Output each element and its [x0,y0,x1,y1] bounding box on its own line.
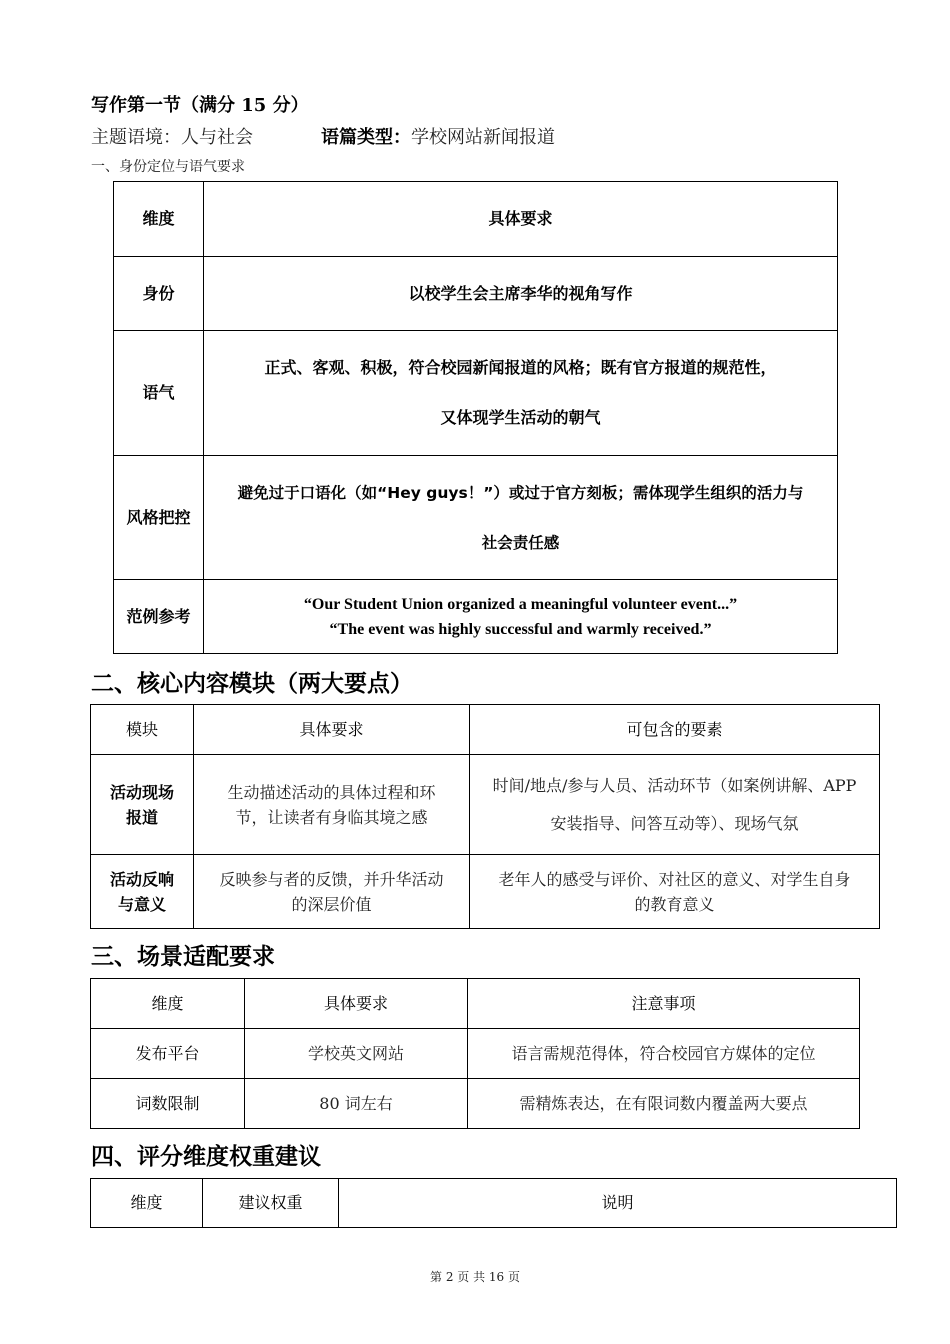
requirement-cell: 学校英文网站 [245,1029,468,1079]
genre-value: 学校网站新闻报道 [411,127,555,148]
table-row [114,257,838,331]
dimension-cell: 发布平台 [91,1029,245,1079]
genre-line [321,123,555,149]
requirement-line: 社会责任感 [481,533,560,552]
section-title: 写作第一节（满分 15 分） [91,95,309,116]
header-cell: 具体要求 [204,182,838,257]
requirement-line: 反映参与者的反馈，并升华活动 [219,869,444,889]
elements-cell [470,855,880,929]
requirement-cell [204,580,838,654]
part2-title: 二、核心内容模块（两大要点） [91,671,413,697]
part1-title: 一、身份定位与语气要求 [91,159,245,175]
dimension-cell: 语气 [114,331,204,456]
requirement-line: 又体现学生活动的朝气 [440,408,601,427]
header-cell: 建议权重 [203,1179,339,1228]
table-row [91,1179,897,1228]
table-row [114,182,838,257]
table-row [91,1079,860,1129]
header-cell: 维度 [91,979,245,1029]
part3-title: 三、场景适配要求 [91,944,275,970]
requirement-line: 生动描述活动的具体过程和环 [227,782,436,802]
elements-line: 老年人的感受与评价、对社区的意义、对学生自身 [498,869,851,889]
requirement-cell [194,855,470,929]
table-row [114,331,838,456]
module-line: 报道 [125,807,158,827]
requirement-cell: 以校学生会主席李华的视角写作 [204,257,838,331]
elements-cell [470,755,880,855]
part4-title: 四、评分维度权重建议 [91,1144,321,1170]
dimension-cell: 词数限制 [91,1079,245,1129]
requirement-line: 避免过于口语化（如“Hey guys！”）或过于官方刻板；需体现学生组织的活力与 [237,483,804,502]
genre-label: 语篇类型： [321,127,411,148]
dimension-cell: 身份 [114,257,204,331]
page-footer: 第 2 页 共 16 页 [430,1270,520,1284]
table-row [91,979,860,1029]
module-line: 活动现场 [109,782,174,802]
header-cell: 注意事项 [468,979,860,1029]
header-cell: 维度 [114,182,204,257]
header-cell: 可包含的要素 [470,705,880,755]
module-cell [91,755,194,855]
table-row [114,580,838,654]
requirement-cell: 80 词左右 [245,1079,468,1129]
theme-label: 主题语境：人与社会 [91,127,253,148]
identity-tone-table [113,181,838,654]
requirement-cell [204,331,838,456]
scene-table [90,978,860,1129]
elements-line: 时间/地点/参与人员、活动环节（如案例讲解、APP [492,775,857,795]
header-cell: 具体要求 [245,979,468,1029]
header-cell: 说明 [339,1179,897,1228]
table-row [91,1029,860,1079]
note-cell: 需精炼表达，在有限词数内覆盖两大要点 [468,1079,860,1129]
requirement-line: 正式、客观、积极，符合校园新闻报道的风格；既有官方报道的规范性， [264,358,777,377]
dimension-cell: 范例参考 [114,580,204,654]
example-line: “The event was highly successful and warmly received.” [329,620,712,638]
header-cell: 具体要求 [194,705,470,755]
requirement-cell [204,456,838,580]
header-cell: 模块 [91,705,194,755]
table-row [91,705,880,755]
table-row [114,456,838,580]
module-cell [91,855,194,929]
content-module-table [90,704,880,929]
module-line: 活动反响 [109,869,174,889]
elements-line: 的教育意义 [634,894,715,914]
elements-line: 安装指导、问答互动等）、现场气氛 [550,813,799,833]
header-cell: 维度 [91,1179,203,1228]
requirement-line: 节，让读者有身临其境之感 [235,807,428,827]
note-cell: 语言需规范得体，符合校园官方媒体的定位 [468,1029,860,1079]
example-line: “Our Student Union organized a meaningful volunteer event...” [303,595,738,613]
requirement-line: 的深层价值 [291,894,372,914]
requirement-cell [194,755,470,855]
module-line: 与意义 [117,894,166,914]
dimension-cell: 风格把控 [114,456,204,580]
table-row [91,755,880,855]
scoring-table [90,1178,897,1228]
table-row [91,855,880,929]
